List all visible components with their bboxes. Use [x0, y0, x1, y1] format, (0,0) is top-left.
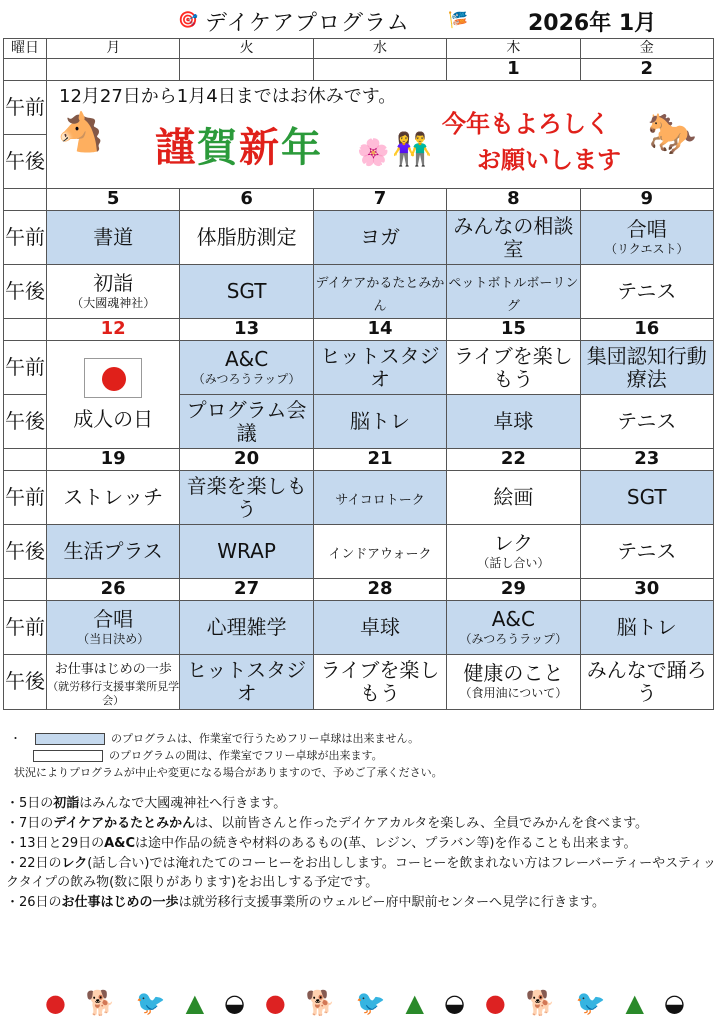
date-cell: 6	[180, 189, 313, 211]
program-cell: サイコロトーク	[313, 471, 446, 525]
program-cell: みんなで踊ろう	[580, 655, 713, 710]
kagami-mochi-icon: ◒	[443, 989, 465, 1017]
notes	[6, 794, 718, 913]
arrow-decoration-icon: 🎯	[178, 10, 198, 29]
note-item: ・26日のお仕事はじめの一歩は就労移行支援事業所のウェルビー府中駅前センターへ見学に行きます。	[6, 895, 605, 910]
am-row	[4, 211, 714, 265]
legend: ・ のプログラムは、作業室で行うためフリー卓球は出来ません。 のプログラムの間は、作業室でフリー卓球が出来ます。 状況によりプログラムが中止や変更になる場合がありますので、予めご了承ください。	[10, 732, 443, 779]
blue-swatch	[35, 733, 105, 745]
month-label: 2026年 1月	[528, 11, 657, 36]
date-cell: 14	[313, 319, 446, 341]
kinga-shinnen: 謹賀新年	[155, 125, 323, 171]
page-title: デイケアプログラム	[205, 11, 410, 36]
program-cell: 脳トレ	[580, 601, 713, 655]
bird-icon: 🐦	[575, 989, 606, 1017]
pm-label: 午後	[4, 395, 47, 449]
pm-label: 午後	[4, 265, 47, 319]
program-cell: 健康のこと （食用油について）	[447, 655, 580, 710]
date-cell	[180, 59, 313, 81]
note-item: ・22日のレク(話し合い)では淹れたてのコーヒーをお出しします。コーヒーを飲まれない方はフレーバーティーやスティックタイプの飲み物(数に限りがあります)をお出しする予定です。	[6, 856, 716, 890]
lucky-dog-icon: 🐕	[305, 989, 336, 1017]
date-cell: 5	[47, 189, 180, 211]
holiday-name: 成人の日	[73, 407, 154, 431]
am-row	[4, 341, 714, 395]
date-cell: 9	[580, 189, 713, 211]
weekday-label: 曜日	[4, 39, 47, 59]
program-cell: 音楽を楽しもう	[180, 471, 313, 525]
weekday-mon: 月	[47, 39, 180, 59]
weekday-thu: 木	[447, 39, 580, 59]
greeting-line2: お願いします	[477, 146, 621, 174]
program-cell: 絵画	[447, 471, 580, 525]
program-cell: テニス	[580, 395, 713, 449]
white-swatch	[33, 750, 103, 762]
date-row	[4, 189, 714, 211]
lucky-dog-icon: 🐕	[85, 989, 116, 1017]
program-cell: 脳トレ	[313, 395, 446, 449]
kagami-mochi-icon: ◒	[663, 989, 685, 1017]
bird-icon: 🐦	[135, 989, 166, 1017]
date-cell: 23	[580, 449, 713, 471]
horses-icon: 🐎	[647, 111, 697, 157]
date-cell	[313, 59, 446, 81]
program-cell: ストレッチ	[47, 471, 180, 525]
date-cell: 8	[447, 189, 580, 211]
date-row	[4, 59, 714, 81]
pm-row	[4, 265, 714, 319]
program-cell: お仕事はじめの一歩 （就労移行支援事業所見学会）	[47, 655, 180, 710]
date-cell: 15	[447, 319, 580, 341]
hagoita-decoration-icon: 🎏	[448, 10, 468, 29]
note-item: ・7日のデイケアかるたとみかんは、以前皆さんと作ったデイケアカルタを楽しみ、全員でみかんを食べます。	[6, 816, 649, 831]
program-cell: プログラム会議	[180, 395, 313, 449]
program-cell: SGT	[180, 265, 313, 319]
program-cell: 合唱 （当日決め）	[47, 601, 180, 655]
am-label: 午前	[4, 81, 47, 135]
program-cell: みんなの相談室	[447, 211, 580, 265]
shishimai-icon: ▲	[625, 989, 644, 1017]
kagami-mochi-icon: ◒	[224, 989, 245, 1017]
date-cell: 30	[580, 579, 713, 601]
couple-icon: 👫	[392, 130, 432, 168]
am-row	[4, 601, 714, 655]
program-cell: ペットボトルボーリング	[447, 265, 580, 319]
pm-row	[4, 655, 714, 710]
date-cell-holiday: 12	[47, 319, 180, 341]
program-cell: A&C （みつろうラップ）	[180, 341, 313, 395]
date-cell: 27	[180, 579, 313, 601]
holiday-cell	[47, 341, 180, 449]
date-cell: 29	[447, 579, 580, 601]
am-row	[4, 81, 714, 135]
shishimai-icon: ▲	[405, 989, 424, 1017]
program-cell: 集団認知行動療法	[580, 341, 713, 395]
date-row	[4, 449, 714, 471]
header	[0, 0, 727, 38]
program-cell: ライブを楽しもう	[313, 655, 446, 710]
program-cell: 初詣 （大國魂神社）	[47, 265, 180, 319]
program-cell: ライブを楽しもう	[447, 341, 580, 395]
weekday-fri: 金	[580, 39, 713, 59]
pm-label: 午後	[4, 135, 47, 189]
program-cell: 卓球	[313, 601, 446, 655]
pm-label: 午後	[4, 655, 47, 710]
program-cell: ヨガ	[313, 211, 446, 265]
daruma-icon: ●	[484, 989, 506, 1017]
date-cell: 28	[313, 579, 446, 601]
program-cell: A&C （みつろうラップ）	[447, 601, 580, 655]
daruma-icon: ●	[264, 989, 286, 1017]
shishimai-icon: ▲	[185, 989, 205, 1017]
date-cell: 21	[313, 449, 446, 471]
program-cell: ヒットスタジオ	[180, 655, 313, 710]
date-cell: 19	[47, 449, 180, 471]
date-cell	[47, 59, 180, 81]
bird-icon: 🐦	[355, 989, 386, 1017]
daruma-icon: ●	[45, 989, 66, 1017]
caution-text: 状況によりプログラムが中止や変更になる場合がありますので、予めご了承ください。	[14, 766, 443, 779]
am-row	[4, 471, 714, 525]
date-cell: 2	[580, 59, 713, 81]
new-year-banner	[47, 81, 714, 189]
program-cell: インドアウォーク	[313, 525, 446, 579]
note-item: ・5日の初詣はみんなで大國魂神社へ行きます。	[6, 796, 287, 811]
date-cell: 7	[313, 189, 446, 211]
program-cell: 体脂肪測定	[180, 211, 313, 265]
am-label: 午前	[4, 471, 47, 525]
program-cell: レク （話し合い）	[447, 525, 580, 579]
weekday-header-row	[4, 39, 714, 59]
program-cell: 書道	[47, 211, 180, 265]
weekday-wed: 水	[313, 39, 446, 59]
am-label: 午前	[4, 601, 47, 655]
note-item: ・13日と29日のA&Cは途中作品の続きや材料のあるもの(革、レジン、プラバン等)を作ることも出来ます。	[6, 836, 637, 851]
date-cell: 20	[180, 449, 313, 471]
date-cell: 16	[580, 319, 713, 341]
program-cell: 卓球	[447, 395, 580, 449]
date-cell: 1	[447, 59, 580, 81]
program-cell: 合唱 （リクエスト）	[580, 211, 713, 265]
date-row	[4, 319, 714, 341]
program-cell: デイケアかるたとみかん	[313, 265, 446, 319]
calendar-table	[3, 38, 714, 710]
footer-decoration	[45, 986, 685, 1020]
horse-icon: 🐴	[57, 110, 105, 154]
greeting-line1: 今年もよろしく	[442, 110, 610, 138]
program-cell: テニス	[580, 265, 713, 319]
date-cell: 13	[180, 319, 313, 341]
program-cell: 心理雑学	[180, 601, 313, 655]
program-cell: SGT	[580, 471, 713, 525]
date-row	[4, 579, 714, 601]
holiday-notice: 12月27日から1月4日まではお休みです。	[59, 86, 397, 107]
program-cell: ヒットスタジオ	[313, 341, 446, 395]
program-cell: WRAP	[180, 525, 313, 579]
program-cell: 生活プラス	[47, 525, 180, 579]
pm-row	[4, 525, 714, 579]
japan-flag-icon	[84, 358, 142, 398]
pm-label: 午後	[4, 525, 47, 579]
date-cell: 26	[47, 579, 180, 601]
am-label: 午前	[4, 341, 47, 395]
weekday-tue: 火	[180, 39, 313, 59]
lucky-dog-icon: 🐕	[525, 989, 556, 1017]
program-cell: テニス	[580, 525, 713, 579]
am-label: 午前	[4, 211, 47, 265]
date-cell: 22	[447, 449, 580, 471]
plum-flower-icon: 🌸	[357, 138, 390, 168]
